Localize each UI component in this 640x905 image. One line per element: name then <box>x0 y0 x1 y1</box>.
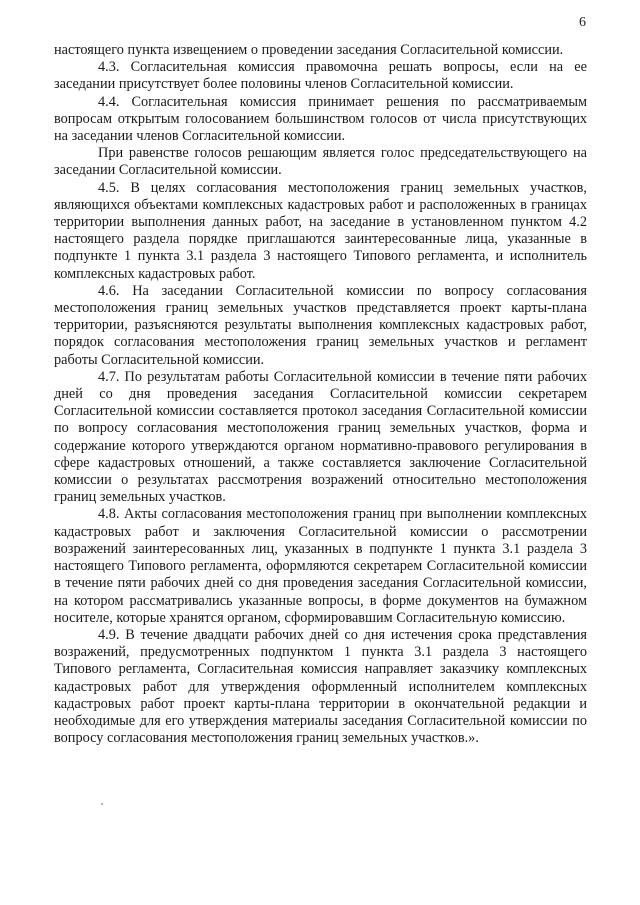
document-body <box>54 42 587 747</box>
paragraph-4-7: 4.7. По результатам работы Согласительной комиссии в течение пяти рабочих дней со дня проведения заседания Согласительной комиссии секретарем Согласительной комиссии составляется протокол заседания Согласительной комиссии по вопросу согласования местоположения границ земельных участков, форма и содержание которого утверждаются органом нормативно-правового регулирования в сфере кадастровых отношений, а также составляется заключение Согласительной комиссии о результатах рассмотрения возражений относительно местоположения границ земельных участков. <box>54 368 587 506</box>
paragraph-4-9: 4.9. В течение двадцати рабочих дней со дня истечения срока представления возражений, предусмотренных подпунктом 1 пункта 3.1 раздела 3 настоящего Типового регламента, Согласительная комиссия направляет заказчику комплексных кадастровых работ для утверждения оформленный исполнителем комплексных кадастровых работ проект карты-плана территории в окончательной редакции и необходимые для его утверждения материалы заседания Согласительной комиссии по вопросу согласования местоположения границ земельных участков.». <box>54 626 587 747</box>
paragraph-4-8: 4.8. Акты согласования местоположения границ при выполнении комплексных кадастровых работ и заключения Согласительной комиссии о рассмотрении возражений заинтересованных лиц, указанных в подпункте 1 пункта 3.1 раздела 3 настоящего Типового регламента, оформляются секретарем Согласительной комиссии в течение пяти рабочих дней со дня проведения заседания Согласительной комиссии, на котором рассматривались указанные вопросы, в форме документов на бумажном носителе, которые хранятся органом, сформировавшим Согласительную комиссию. <box>54 506 587 626</box>
paragraph-4-6: 4.6. На заседании Согласительной комиссии по вопросу согласования местоположения границ земельных участков представляется проект карты-плана территории, разъясняются результаты выполнения комплексных кадастровых работ, порядок согласования местоположения границ земельных участков и регламент работы Согласительной комиссии. <box>54 282 587 368</box>
scan-speck <box>101 803 103 805</box>
paragraph-continuation: настоящего пункта извещением о проведении заседания Согласительной комиссии. <box>54 42 564 58</box>
paragraph-4-3: 4.3. Согласительная комиссия правомочна решать вопросы, если на ее заседании присутствует более половины членов Согласительной комиссии. <box>54 59 587 93</box>
page-number: 6 <box>579 15 586 30</box>
paragraph-4-4: 4.4. Согласительная комиссия принимает решения по рассматриваемым вопросам открытым голосованием большинством голосов от числа присутствующих на заседании членов Согласительной комиссии. <box>54 93 587 145</box>
paragraph-4-5: 4.5. В целях согласования местоположения границ земельных участков, являющихся объектами комплексных кадастровых работ и расположенных в границах территории выполнения данных работ, на заседание в установленном пунктом 4.2 настоящего раздела порядке приглашаются заинтересованные лица, указанные в подпункте 1 пункта 3.1 раздела 3 настоящего Типового регламента, и исполнитель комплексных кадастровых работ. <box>54 179 587 282</box>
paragraph-tie-vote: При равенстве голосов решающим является голос председательствующего на заседании Согласительной комиссии. <box>54 145 587 179</box>
